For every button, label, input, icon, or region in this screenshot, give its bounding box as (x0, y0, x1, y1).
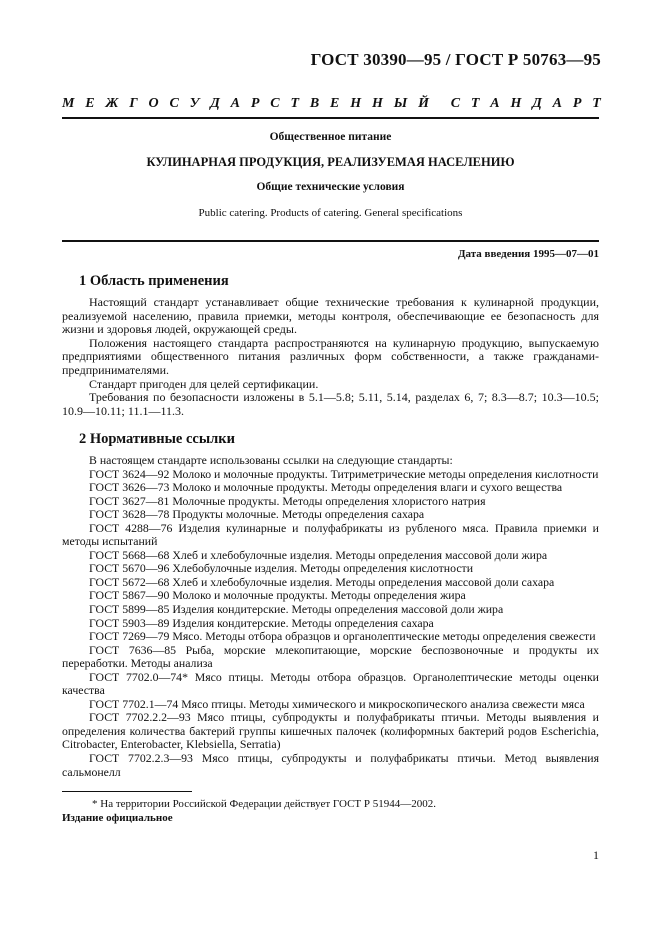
section-1-heading: 1 Область применения (79, 273, 229, 289)
header-rule (62, 117, 599, 119)
banner-letter: Ж (105, 96, 119, 111)
reference-item: ГОСТ 5903—89 Изделия кондитерские. Методы определения сахара (89, 615, 434, 630)
banner-letter: Й (418, 96, 430, 111)
section-1-paragraph: Положения настоящего стандарта распространяются на кулинарную продукцию, выпускаемую предприятиями общественного питания различных форм собственности, а также гражданами-предпринимателями. (62, 335, 599, 377)
reference-item: ГОСТ 3628—78 Продукты молочные. Методы определения сахара (89, 507, 425, 522)
reference-item: ГОСТ 3626—73 Молоко и молочные продукты. Методы определения влаги и сухого вещества (89, 480, 563, 495)
title-category: Общественное питание (269, 131, 392, 143)
banner-letter: В (309, 96, 320, 111)
reference-item: ГОСТ 7636—85 Рыба, морские млекопитающие, морские беспозвоночные и продукты их переработки. Методы анализа (62, 642, 599, 671)
references-list (62, 454, 599, 779)
banner-letter: Е (85, 96, 95, 111)
reference-item: ГОСТ 7702.1—74 Мясо птицы. Методы химического и микроскопического анализа свежести мяса (89, 696, 585, 711)
footnote-rule (62, 791, 192, 792)
standard-code: ГОСТ 30390—95 / ГОСТ Р 50763—95 (310, 50, 601, 69)
banner-letter: Т (592, 96, 601, 111)
title-subtitle: Общие технические условия (256, 181, 405, 193)
reference-item: ГОСТ 7702.0—74* Мясо птицы. Методы отбора образцов. Органолептические методы оценки качества (62, 669, 599, 698)
introduction-date: Дата введения 1995—07—01 (457, 248, 599, 260)
reference-item: ГОСТ 5670—96 Хлебобулочные изделия. Методы определения кислотности (89, 561, 474, 576)
banner-letter: А (230, 96, 241, 111)
interstate-standard-banner (62, 96, 601, 112)
page-number: 1 (593, 848, 599, 862)
reference-item: ГОСТ 3624—92 Молоко и молочные продукты. Титриметрические методы определения кислотности (89, 466, 599, 481)
banner-letter: Н (350, 96, 362, 111)
reference-item: ГОСТ 5668—68 Хлеб и хлебобулочные изделия. Методы определения массовой доли жира (89, 547, 548, 562)
banner-letter: С (270, 96, 280, 111)
banner-letter: Р (250, 96, 260, 111)
reference-item: ГОСТ 5867—90 Молоко и молочные продукты. Методы определения жира (89, 588, 466, 603)
reference-item: ГОСТ 5672—68 Хлеб и хлебобулочные изделия. Методы определения массовой доли сахара (89, 574, 555, 589)
section-1-body (62, 296, 599, 418)
banner-letter: А (490, 96, 500, 111)
banner-letter: Д (532, 96, 542, 111)
title-rule (62, 240, 599, 242)
references-intro: В настоящем стандарте использованы ссылки на следующие стандарты: (89, 453, 453, 467)
reference-item: ГОСТ 4288—76 Изделия кулинарные и полуфабрикаты из рубленого мяса. Правила приемки и методы испытаний (62, 520, 599, 549)
reference-item: ГОСТ 7702.2.3—93 Мясо птицы, субпродукты и полуфабрикаты птичьи. Метод выявления сальмонелл (62, 751, 599, 779)
banner-letter: М (62, 96, 75, 111)
banner-letter: У (189, 96, 200, 111)
section-2-heading: 2 Нормативные ссылки (79, 431, 235, 447)
reference-item: ГОСТ 3627—81 Молочные продукты. Методы определения хлористого натрия (89, 493, 486, 508)
banner-letter: Н (371, 96, 383, 111)
banner-letter: Н (510, 96, 522, 111)
banner-letter: Г (129, 96, 138, 111)
reference-item: ГОСТ 7269—79 Мясо. Методы отбора образцов и органолептические методы определения свежести (89, 629, 596, 644)
banner-letter: С (450, 96, 461, 111)
title-main: КУЛИНАРНАЯ ПРОДУКЦИЯ, РЕАЛИЗУЕМАЯ НАСЕЛЕНИЮ (146, 155, 515, 169)
banner-letter: Т (470, 96, 480, 111)
banner-letter: Р (572, 96, 582, 111)
title-english: Public catering. Products of catering. General specifications (198, 207, 463, 219)
footnote: * На территории Российской Федерации действует ГОСТ Р 51944—2002. (92, 798, 437, 810)
banner-letter: Д (210, 96, 220, 111)
banner-letter: А (552, 96, 562, 111)
edition-label: Издание официальное (62, 812, 173, 824)
reference-item: ГОСТ 7702.2.2—93 Мясо птицы, субпродукты и полуфабрикаты птичьи. Методы выявления и определения количества бактерий группы кишечных палочек (колиформных бактерий родов Escherichia, Citrobacter, Enterobacter, Klebsiella, Serratia) (62, 710, 599, 752)
reference-item: ГОСТ 5899—85 Изделия кондитерские. Методы определения массовой доли жира (89, 602, 504, 617)
section-1-paragraph: Настоящий стандарт устанавливает общие технические требования к кулинарной продукции, реализуемой населению, правила приемки, методы контроля, обеспечивающие ее безопасность для жизни и здоровья людей, окружающей среды. (62, 295, 599, 337)
banner-letter: О (148, 96, 159, 111)
section-1-paragraph: Стандарт пригоден для целей сертификации. (89, 376, 319, 391)
banner-letter: Е (330, 96, 340, 111)
banner-letter: С (169, 96, 179, 111)
banner-letter: Т (290, 96, 300, 111)
section-1-paragraph: Требования по безопасности изложены в 5.1—5.8; 5.11, 5.14, разделах 6, 7; 8.3—8.7; 10.3—10.5; 10.9—10.11; 11.1—11.3. (62, 390, 599, 418)
banner-letter: Ы (393, 96, 408, 111)
